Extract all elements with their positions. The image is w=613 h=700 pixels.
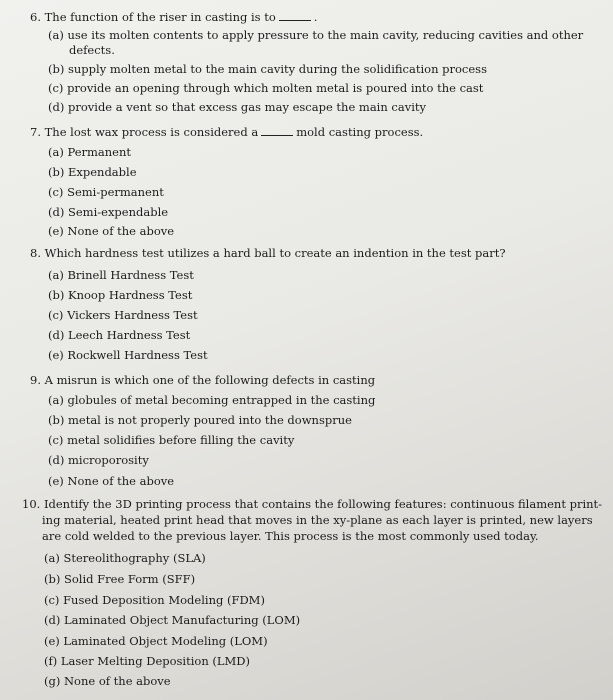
option-a[interactable]: (a) Brinell Hardness Test (48, 268, 194, 282)
option-a[interactable]: (a) Stereolithography (SLA) (44, 551, 206, 565)
option-c[interactable]: (c) provide an opening through which molten metal is poured into the cast (48, 81, 484, 95)
question-stem (22, 497, 602, 511)
stem-text-line-1: Identify the 3D printing process that contains the following features: continuous filament print- (43, 497, 603, 511)
question-stem (30, 10, 317, 24)
question-stem (30, 373, 375, 387)
option-e[interactable]: (e) Rockwell Hardness Test (48, 348, 208, 362)
option-d[interactable]: (d) microporosity (48, 453, 149, 467)
option-c[interactable]: (c) Semi-permanent (48, 185, 164, 199)
option-c[interactable]: (c) Fused Deposition Modeling (FDM) (44, 593, 265, 607)
option-c[interactable]: (c) Vickers Hardness Test (48, 308, 198, 322)
stem-text-end: . (313, 10, 318, 24)
question-stem (30, 246, 506, 260)
question-stem (30, 125, 423, 139)
option-f[interactable]: (f) Laser Melting Deposition (LMD) (44, 654, 251, 668)
option-d[interactable]: (d) Leech Hardness Test (48, 328, 191, 342)
stem-text: Which hardness test utilizes a hard ball to create an indention in the test part? (44, 246, 506, 260)
stem-text: The lost wax process is considered a (44, 125, 259, 139)
question-number: 6. (30, 10, 41, 24)
question-number: 9. (30, 373, 41, 387)
option-b[interactable]: (b) Solid Free Form (SFF) (44, 572, 196, 586)
option-b[interactable]: (b) supply molten metal to the main cavity during the solidification process (48, 62, 487, 76)
option-b[interactable]: (b) Knoop Hardness Test (48, 288, 193, 302)
option-a[interactable]: (a) globules of metal becoming entrapped in the casting (48, 393, 376, 407)
option-d[interactable]: (d) Laminated Object Manufacturing (LOM) (44, 613, 301, 627)
question-number: 8. (30, 246, 41, 260)
option-a[interactable]: (a) use its molten contents to apply pressure to the main cavity, reducing cavities and other (48, 28, 584, 42)
stem-text-line-2: ing material, heated print head that moves in the xy-plane as each layer is printed, new layers (42, 513, 593, 527)
option-a-continued: defects. (69, 43, 115, 57)
answer-blank (279, 11, 311, 21)
option-b[interactable]: (b) Expendable (48, 165, 137, 179)
option-b[interactable]: (b) metal is not properly poured into the downsprue (48, 413, 352, 427)
option-d[interactable]: (d) Semi-expendable (48, 205, 169, 219)
stem-text: The function of the riser in casting is to (44, 10, 276, 24)
option-g[interactable]: (g) None of the above (44, 674, 171, 688)
answer-blank (261, 126, 293, 136)
stem-text: A misrun is which one of the following defects in casting (44, 373, 376, 387)
option-e[interactable]: (e) None of the above (48, 224, 175, 238)
question-number: 10. (22, 497, 41, 511)
question-number: 7. (30, 125, 41, 139)
option-d[interactable]: (d) provide a vent so that excess gas may escape the main cavity (48, 100, 427, 114)
stem-text-line-3: are cold welded to the previous layer. This process is the most commonly used today. (42, 529, 539, 543)
option-e[interactable]: (e) None of the above (48, 474, 175, 488)
option-e[interactable]: (e) Laminated Object Modeling (LOM) (44, 634, 268, 648)
option-a[interactable]: (a) Permanent (48, 145, 132, 159)
stem-text-end: mold casting process. (296, 125, 424, 139)
option-c[interactable]: (c) metal solidifies before filling the cavity (48, 433, 295, 447)
